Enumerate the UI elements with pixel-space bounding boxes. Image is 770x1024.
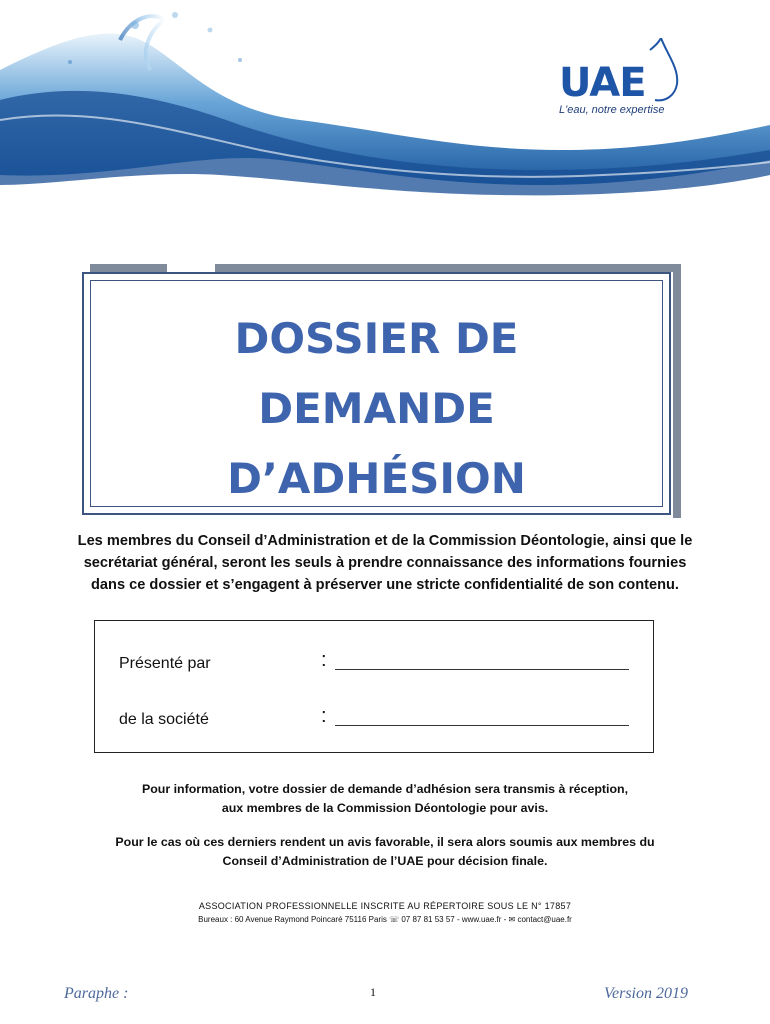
logo-tagline: L'eau, notre expertise (559, 104, 665, 116)
info-line: Pour information, votre dossier de demande d’adhésion sera transmis à réception, (141, 782, 629, 796)
frame-shadow (90, 264, 167, 272)
document-title (84, 304, 669, 514)
frame-shadow (673, 264, 681, 518)
info-paragraph-1 (40, 780, 730, 818)
presented-by-row (95, 651, 653, 681)
frame-shadow (215, 264, 681, 272)
page-number: 1 (370, 985, 376, 999)
presented-by-field[interactable] (335, 669, 629, 670)
uae-logo (555, 38, 690, 118)
company-label: de la société (119, 711, 209, 728)
title-line: D’ADHÉSION (227, 454, 526, 503)
title-frame (82, 272, 671, 515)
applicant-form (94, 620, 654, 753)
info-line: Pour le cas où ces derniers rendent un avis favorable, il sera alors soumis aux membres du (115, 835, 655, 849)
office-address (0, 915, 770, 924)
title-line: DEMANDE (258, 384, 495, 433)
colon: : (321, 705, 327, 727)
statement-line: secrétariat général, seront les seuls à prendre connaissance des informations fournies (83, 555, 687, 571)
info-line: Conseil d’Administration de l’UAE pour décision finale. (222, 854, 548, 868)
title-line: DOSSIER DE (234, 314, 519, 363)
colon: : (321, 649, 327, 671)
company-field[interactable] (335, 725, 629, 726)
address-text: Bureaux : 60 Avenue Raymond Poincaré 75116 Paris (198, 915, 387, 924)
presented-by-label: Présenté par (119, 655, 211, 672)
association-registration: ASSOCIATION PROFESSIONNELLE INSCRITE AU RÉPERTOIRE SOUS LE N° 17857 (198, 901, 572, 911)
info-line: aux membres de la Commission Déontologie pour avis. (221, 801, 549, 815)
logo-name: UAE (559, 60, 646, 106)
confidentiality-statement (30, 530, 740, 596)
company-row (95, 707, 653, 737)
info-paragraph-2 (40, 833, 730, 871)
version-label: Version 2019 (604, 985, 688, 1002)
phone-icon: ☏ (389, 915, 400, 924)
mail-icon: ✉ (508, 915, 516, 924)
statement-line: dans ce dossier et s’engagent à préserver une stricte confidentialité de son contenu. (91, 577, 679, 593)
email-text: contact@uae.fr (517, 915, 572, 924)
paraphe-label: Paraphe : (64, 985, 129, 1002)
statement-line: Les membres du Conseil d’Administration et de la Commission Déontologie, ainsi que le (77, 533, 693, 549)
phone-text: 07 87 81 53 57 - www.uae.fr - (401, 915, 507, 924)
